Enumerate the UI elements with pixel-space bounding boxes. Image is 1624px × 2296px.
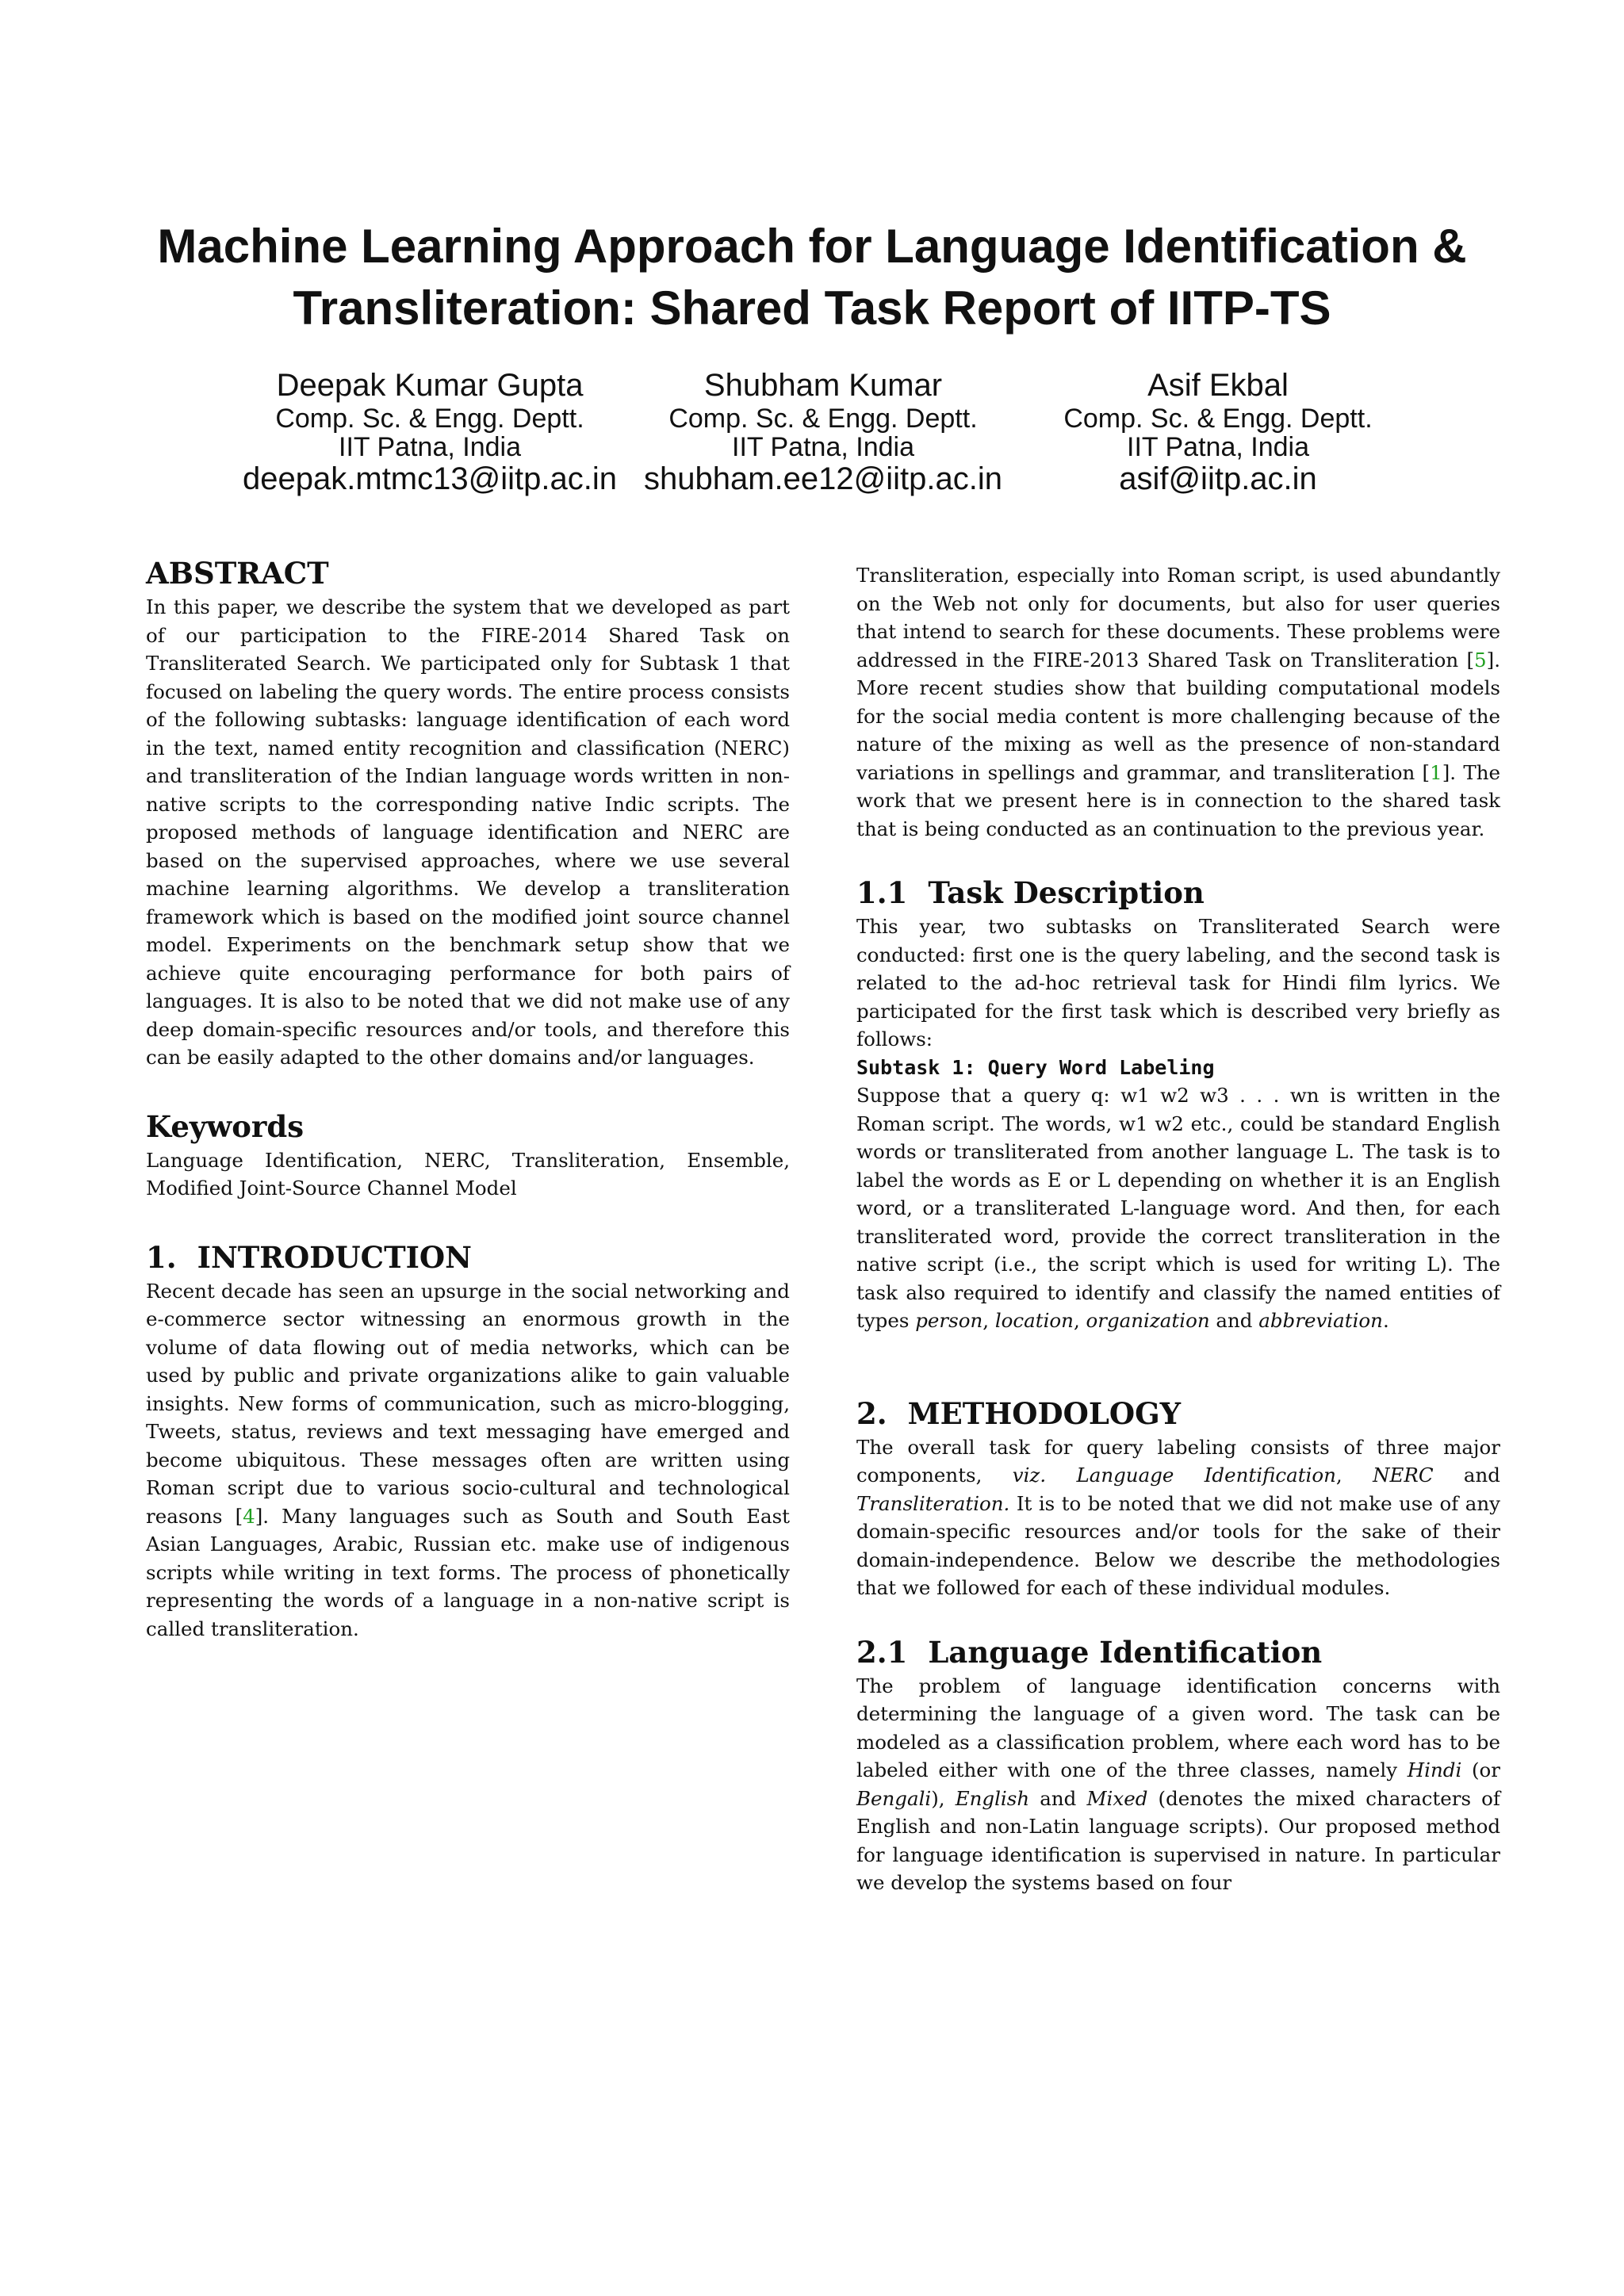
author-block-1 (224, 366, 636, 496)
language-identification-heading (856, 1632, 1500, 1672)
section-title: INTRODUCTION (197, 1239, 472, 1275)
author-name: Asif Ekbal (1147, 368, 1289, 403)
section-number: 2. (856, 1395, 887, 1431)
section-number: 1. (146, 1239, 177, 1275)
author-block-3 (1012, 366, 1424, 496)
section-number: 2.1 (856, 1634, 908, 1670)
methodology-heading (856, 1394, 1500, 1433)
section-title: Task Description (928, 875, 1205, 910)
introduction-text: Recent decade has seen an upsurge in the social networking and e-commerce sector witnessing an enormous growth in the volume of data flowing out of media networks, which can be used by public and private organizations alike to gain valuable insights. New forms of communication, such as micro-blogging, Tweets, status, reviews and text messaging have emerged and become ubiquitous. These messages often are written using Roman script due to various socio-cultural and technological reasons [4]. Many languages such as South and South East Asian Languages, Arabic, Russian etc. make use of indigenous scripts while writing in text forms. The process of phonetically representing the words of a language in a non-native script is called transliteration. (146, 1279, 790, 1640)
author-dept: Comp. Sc. & Engg. Deptt. (1063, 404, 1373, 434)
methodology-text: The overall task for query labeling consists of three major components, viz. Language Identification, NERC and Transliteration. It is to be noted that we did not make use of any domain-specific resources and/or tools for the sake of their domain-independence. Below we describe the methodologies that we followed for each of these individual modules. (856, 1435, 1500, 1599)
citation-link[interactable]: 5 (1474, 648, 1487, 672)
author-name: Shubham Kumar (703, 368, 943, 403)
introduction-continued-text: Transliteration, especially into Roman script, is used abundantly on the Web not only for documents, but also for user queries that intend to search for these documents. These problems were addressed in the FIRE-2013 Shared Task on Transliteration [5]. More recent studies show that building computational models for the social media content is more challenging because of the nature of the mixing as well as the presence of non-standard variations in spellings and grammar, and transliteration [1]. The work that we present here is in connection to the shared task that is being conducted as an continuation to the previous year. (856, 564, 1500, 840)
title-line-2: Transliteration: Shared Task Report of IITP-TS (293, 281, 1331, 335)
left-column (146, 553, 790, 1643)
author-name: Deepak Kumar Gupta (276, 368, 584, 403)
abstract-heading: ABSTRACT (146, 556, 329, 591)
paper-title (95, 216, 1529, 339)
author-email: deepak.mtmc13@iitp.ac.in (243, 461, 617, 496)
subtask-text: Suppose that a query q: w1 w2 w3 . . . wn is written in the Roman script. The words, w1 w2 etc., could be standard English words or transliterated from another language L. The task is to label the words as E or L depending on whether it is an English word, or a transliterated L-language word. And then, for each transliterated word, provide the correct transliteration in the native script (i.e., the script which is used for writing L). The task also required to identify and classify the named entities of types person, location, organization and abbreviation. (856, 1084, 1500, 1332)
keywords-heading: Keywords (146, 1108, 304, 1144)
section-title: Language Identification (928, 1634, 1323, 1670)
title-line-1: Machine Learning Approach for Language Identification & (157, 220, 1467, 274)
introduction-heading (146, 1238, 790, 1277)
author-affiliation: IIT Patna, India (732, 432, 914, 462)
subtask-heading: Subtask 1: Query Word Labeling (856, 1055, 1215, 1079)
author-dept: Comp. Sc. & Engg. Deptt. (668, 404, 978, 434)
right-column (856, 561, 1500, 1897)
language-identification-text: The problem of language identification concerns with determining the language of a given word. The task can be modeled as a classification problem, where each word has to be labeled either with one of the three classes, namely Hindi (or Bengali), English and Mixed (denotes the mixed characters of English and non-Latin language scripts). Our proposed method for language identification is supervised in nature. In particular we develop the systems based on four (856, 1674, 1500, 1894)
task-description-heading (856, 873, 1500, 913)
author-block-2 (617, 366, 1029, 496)
citation-link[interactable]: 1 (1430, 760, 1442, 784)
author-email: shubham.ee12@iitp.ac.in (644, 461, 1002, 496)
abstract-text: In this paper, we describe the system that we developed as part of our participation to the FIRE-2014 Shared Task on Transliterated Search. We participated only for Subtask 1 that focused on labeling the query words. The entire process consists of the following subtasks: language identification of each word in the text, named entity recognition and classification (NERC) and transliteration of the Indian language words written in non-native scripts to the corresponding native Indic scripts. The proposed methods of language identification and NERC are based on the supervised approaches, where we use several machine learning algorithms. We develop a transliteration framework which is based on the modified joint source channel model. Experiments on the benchmark setup show that we achieve quite encouraging performance for both pairs of languages. It is also to be noted that we did not make use of any deep domain-specific resources and/or tools, and therefore this can be easily adapted to the other domains and/or languages. (146, 595, 790, 1069)
author-email: asif@iitp.ac.in (1119, 461, 1317, 496)
section-number: 1.1 (856, 875, 908, 910)
task-description-text: This year, two subtasks on Transliterated Search were conducted: first one is the query labeling, and the second task is related to the ad-hoc retrieval task for Hindi film lyrics. We participated for the first task which is described very briefly as follows: (856, 915, 1500, 1050)
section-title: METHODOLOGY (907, 1395, 1182, 1431)
author-affiliation: IIT Patna, India (339, 432, 521, 462)
author-dept: Comp. Sc. & Engg. Deptt. (275, 404, 584, 434)
author-affiliation: IIT Patna, India (1127, 432, 1309, 462)
keywords-text: Language Identification, NERC, Transliteration, Ensemble, Modified Joint-Source Channel Model (146, 1148, 790, 1200)
citation-link[interactable]: 4 (243, 1504, 255, 1528)
